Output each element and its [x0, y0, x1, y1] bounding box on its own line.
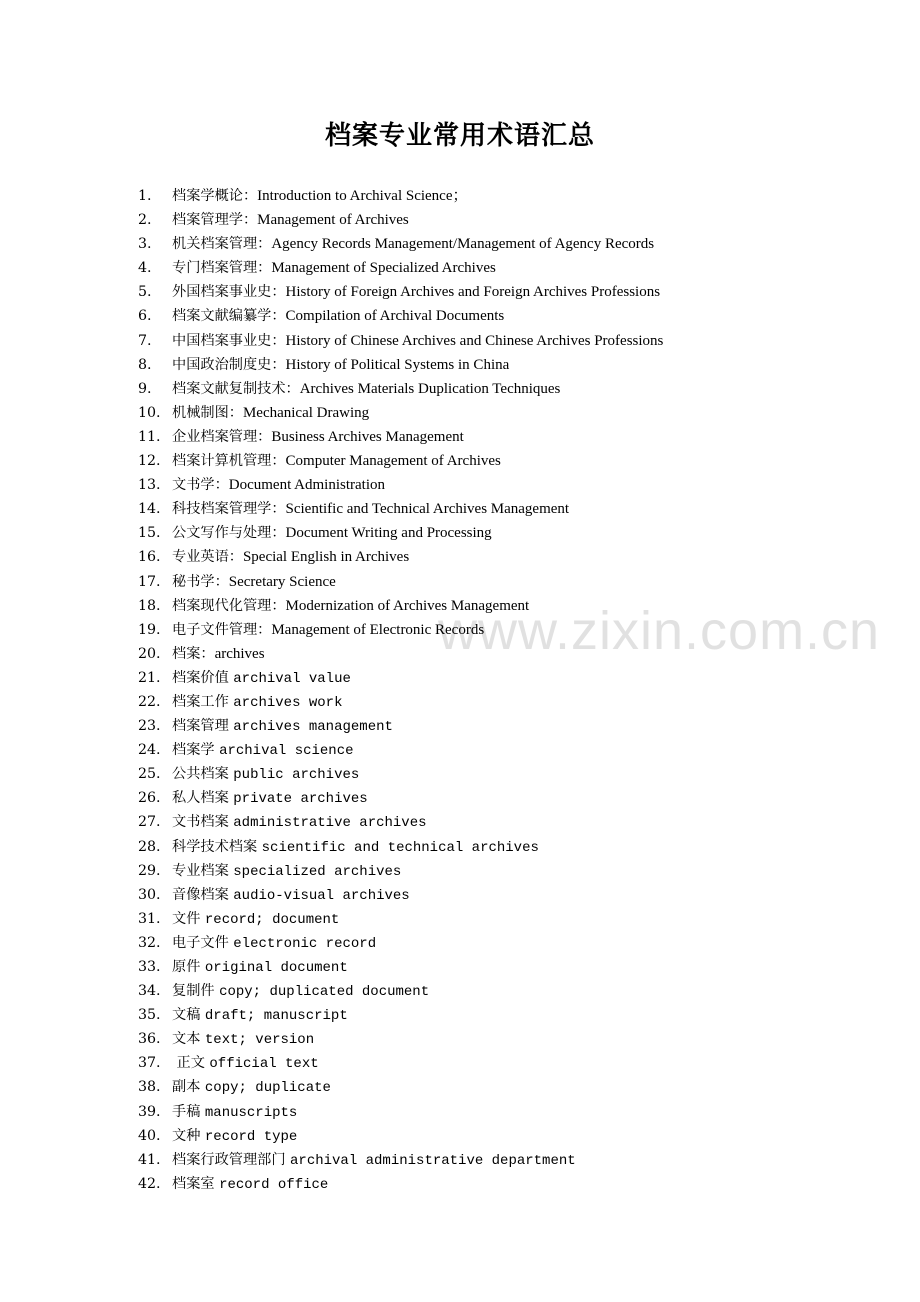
term-item [138, 618, 858, 642]
chinese-term: 文件 [172, 910, 205, 927]
item-number: 38. [138, 1079, 161, 1096]
english-translation: electronic record [233, 935, 377, 952]
english-translation: official text [209, 1056, 319, 1073]
english-translation: archives [214, 645, 265, 662]
term-item [138, 1148, 858, 1172]
chinese-term: 私人档案 [172, 790, 234, 807]
english-translation: record type [204, 1128, 298, 1145]
term-item [138, 232, 858, 256]
item-number: 28. [138, 838, 161, 855]
item-number: 27. [138, 814, 161, 831]
item-number: 36. [138, 1031, 161, 1048]
english-translation: archives management [233, 719, 393, 736]
item-number: 35. [138, 1007, 161, 1024]
term-item [138, 859, 858, 883]
item-number: 40. [138, 1127, 161, 1144]
chinese-term: 档案室 [172, 1175, 220, 1192]
item-number: 16. [138, 549, 161, 566]
english-translation: Modernization of Archives Management [285, 597, 530, 614]
chinese-term: 文种 [172, 1127, 205, 1144]
chinese-term: 科学技术档案 [172, 838, 262, 855]
chinese-term: 外国档案事业史： [172, 284, 286, 301]
item-number: 1. [138, 188, 152, 204]
term-item [138, 714, 858, 738]
english-translation: specialized archives [233, 863, 402, 880]
chinese-term: 档案： [172, 645, 215, 662]
chinese-term: 档案工作 [172, 693, 234, 710]
item-number: 42. [138, 1175, 161, 1192]
english-translation: Document Writing and Processing [285, 525, 492, 542]
chinese-term: 中国档案事业史： [172, 332, 286, 349]
chinese-term: 原件 [172, 959, 205, 975]
english-translation: Computer Management of Archives [285, 453, 501, 470]
english-translation: Scientific and Technical Archives Management [285, 501, 570, 518]
term-item [138, 184, 858, 208]
chinese-term: 专门档案管理： [172, 260, 272, 277]
chinese-term: 文书档案 [172, 814, 234, 831]
item-number: 18. [138, 597, 161, 614]
english-translation: scientific and technical archives [261, 839, 539, 856]
term-item [138, 1027, 858, 1051]
chinese-term: 档案管理 [172, 718, 234, 735]
chinese-term: 企业档案管理： [172, 428, 272, 445]
chinese-term: 电子文件 [172, 934, 234, 951]
item-number: 3. [138, 236, 152, 253]
english-translation: Special English in Archives [242, 549, 410, 566]
item-number: 17. [138, 573, 161, 590]
chinese-term: 公共档案 [172, 766, 234, 783]
watermark: www.zixin.com.cn [438, 601, 881, 661]
item-number: 22. [138, 693, 161, 710]
item-number: 37. [138, 1055, 161, 1072]
term-item [138, 497, 858, 521]
english-translation: Agency Records Management/Management of Agency Records [271, 236, 655, 253]
term-item [138, 762, 858, 786]
item-number: 25. [138, 766, 161, 783]
item-number: 6. [138, 308, 152, 325]
term-item [138, 666, 858, 690]
item-number: 2. [138, 212, 152, 229]
english-translation: draft; manuscript [204, 1008, 348, 1025]
chinese-term: 中国政治制度史： [172, 356, 286, 373]
english-translation: archival value [233, 670, 351, 687]
english-translation: record office [219, 1176, 329, 1193]
english-translation: copy; duplicate [204, 1080, 331, 1097]
item-number: 32. [138, 934, 161, 951]
chinese-term: 秘书学： [172, 573, 229, 590]
chinese-term: 档案学 [172, 742, 220, 759]
item-number: 20. [138, 645, 161, 662]
item-number: 8. [138, 356, 152, 373]
term-item [138, 955, 858, 979]
term-item [138, 786, 858, 810]
english-translation: administrative archives [233, 815, 427, 832]
chinese-term: 科技档案管理学： [172, 501, 286, 518]
item-number: 34. [138, 983, 161, 1000]
item-number: 13. [138, 477, 161, 494]
item-number: 33. [138, 959, 161, 975]
chinese-term: 副本 [172, 1079, 205, 1096]
term-list [138, 184, 858, 1196]
term-item [138, 594, 858, 618]
item-number: 14. [138, 501, 161, 518]
item-number: 41. [138, 1151, 161, 1168]
english-translation: Management of Specialized Archives [271, 260, 496, 277]
item-number: 5. [138, 284, 152, 301]
chinese-term: 档案文献复制技术： [172, 380, 300, 397]
english-translation: record; document [204, 911, 340, 928]
item-number: 29. [138, 862, 161, 879]
chinese-term: 机关档案管理： [172, 236, 272, 253]
term-item [138, 353, 858, 377]
chinese-term: 档案文献编纂学： [172, 308, 286, 325]
term-item [138, 907, 858, 931]
item-number: 19. [138, 621, 161, 638]
item-number: 4. [138, 260, 152, 277]
item-number: 7. [138, 332, 152, 349]
english-translation: original document [204, 960, 348, 976]
english-translation: Management of Electronic Records [271, 621, 485, 638]
item-number: 23. [138, 718, 161, 735]
item-number: 39. [138, 1103, 161, 1120]
term-item [138, 425, 858, 449]
chinese-term: 档案计算机管理： [172, 453, 286, 470]
english-translation: Business Archives Management [271, 428, 464, 445]
term-item [138, 545, 858, 569]
english-translation: manuscripts [204, 1104, 298, 1121]
term-item [138, 401, 858, 425]
term-item [138, 1051, 858, 1075]
chinese-term: 电子文件管理： [172, 621, 272, 638]
term-item [138, 642, 858, 666]
term-item [138, 1124, 858, 1148]
english-translation: History of Political Systems in China [285, 356, 510, 373]
item-number: 12. [138, 453, 161, 470]
english-translation: Compilation of Archival Documents [285, 308, 505, 325]
chinese-term: 机械制图： [172, 404, 243, 421]
chinese-term: 文本 [172, 1031, 205, 1048]
term-item [138, 329, 858, 353]
chinese-term: 文书学： [172, 477, 229, 494]
english-translation: audio-visual archives [233, 887, 410, 904]
term-item [138, 473, 858, 497]
term-item [138, 521, 858, 545]
term-item [138, 377, 858, 401]
term-item [138, 280, 858, 304]
english-translation: History of Foreign Archives and Foreign Archives Professions [285, 284, 661, 301]
item-number: 10. [138, 404, 161, 421]
chinese-term: 专业档案 [172, 862, 234, 879]
chinese-term: 专业英语： [172, 549, 243, 566]
chinese-term: 档案管理学： [172, 212, 258, 229]
term-item [138, 304, 858, 328]
english-translation: archives work [233, 694, 343, 711]
item-number: 31. [138, 910, 161, 927]
chinese-term: 音像档案 [172, 886, 234, 903]
item-number: 30. [138, 886, 161, 903]
chinese-term: 正文 [172, 1055, 210, 1072]
chinese-term: 复制件 [172, 983, 220, 1000]
item-number: 9. [138, 380, 152, 397]
term-item [138, 208, 858, 232]
term-item [138, 883, 858, 907]
term-item [138, 1172, 858, 1196]
english-translation: Management of Archives [257, 212, 409, 229]
item-number: 21. [138, 669, 161, 686]
term-item [138, 449, 858, 473]
term-item [138, 835, 858, 859]
chinese-term: 档案行政管理部门 [172, 1151, 291, 1168]
term-item [138, 810, 858, 834]
item-number: 24. [138, 742, 161, 759]
item-number: 26. [138, 790, 161, 807]
page-title: 档案专业常用术语汇总 [324, 121, 595, 151]
item-number: 15. [138, 525, 161, 542]
english-translation: public archives [233, 767, 360, 784]
term-item [138, 1100, 858, 1124]
english-translation: Archives Materials Duplication Techniques [299, 380, 561, 397]
term-item [138, 690, 858, 714]
chinese-term: 公文写作与处理： [172, 525, 286, 542]
english-translation: Introduction to Archival Science； [257, 188, 468, 204]
chinese-term: 档案学概论： [172, 188, 258, 204]
english-translation: Mechanical Drawing [242, 404, 370, 421]
chinese-term: 档案现代化管理： [172, 597, 286, 614]
term-item [138, 1075, 858, 1099]
item-number: 11. [138, 428, 161, 445]
english-translation: Secretary Science [228, 573, 336, 590]
english-translation: History of Chinese Archives and Chinese Archives Professions [285, 332, 664, 349]
term-item [138, 256, 858, 280]
english-translation: copy; duplicated document [219, 984, 430, 1001]
term-item [138, 570, 858, 594]
english-translation: private archives [233, 791, 368, 808]
term-item [138, 979, 858, 1003]
term-item [138, 931, 858, 955]
english-translation: archival administrative department [290, 1152, 576, 1169]
term-item [138, 738, 858, 762]
chinese-term: 手稿 [172, 1103, 205, 1120]
english-translation: text; version [204, 1032, 315, 1049]
english-translation: Document Administration [228, 477, 385, 494]
english-translation: archival science [219, 743, 354, 760]
chinese-term: 文稿 [172, 1007, 205, 1024]
term-item [138, 1003, 858, 1027]
chinese-term: 档案价值 [172, 669, 234, 686]
